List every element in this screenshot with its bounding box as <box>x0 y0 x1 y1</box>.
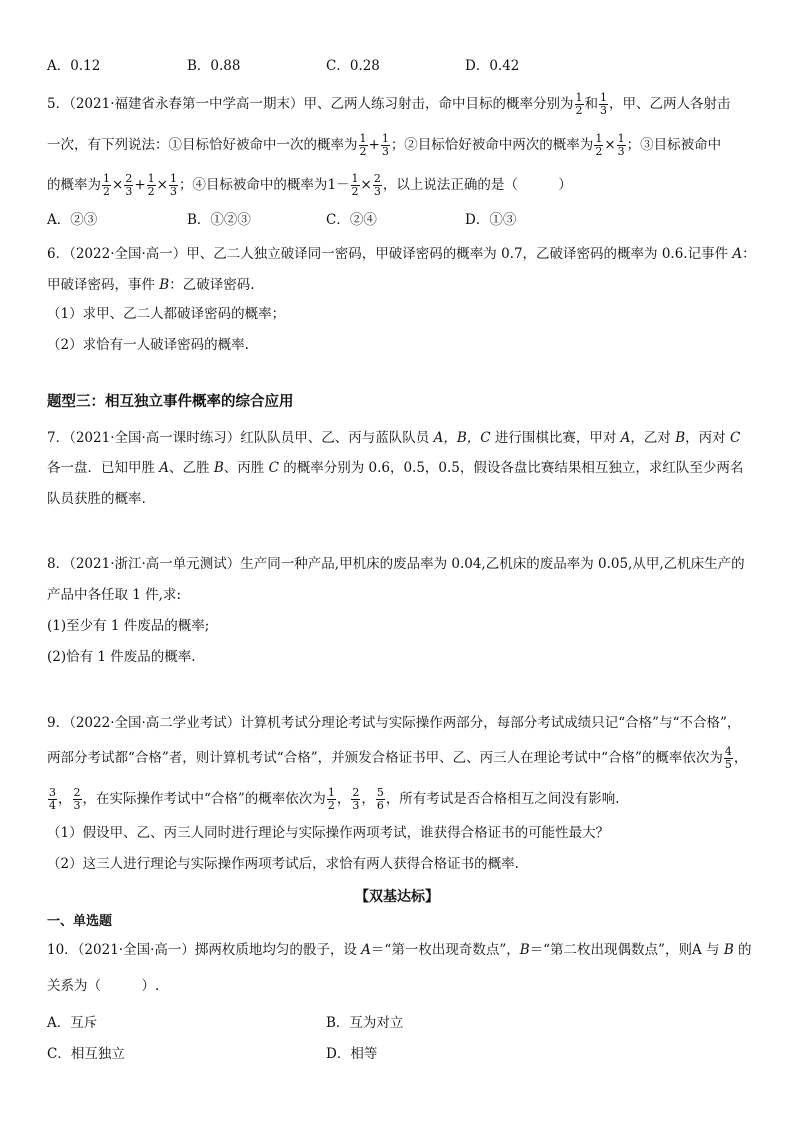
q10-option-c: C．相互独立 <box>47 1046 125 1062</box>
q5-text: ；④目标被命中的概率为 <box>178 177 328 193</box>
q9-part-2: （2）这三人进行理论与实际操作两项考试后，求恰有两人获得合格证书的概率. <box>47 856 519 872</box>
fraction-1-2: $\frac{1}{2}$ <box>575 91 583 117</box>
q9-text: ，在实际操作考试中“合格”的概率依次为 <box>82 791 326 807</box>
q10-option-a: A．互斥 <box>47 1015 98 1031</box>
fraction: $\frac{1}{2}$ <box>595 132 603 158</box>
q6-part-1: （1）求甲、乙二人都破译密码的概率； <box>47 306 286 322</box>
q5-text: ；②目标恰好被命中两次的概率为 <box>390 137 594 153</box>
fraction: $\frac{2}{3}$ <box>125 172 133 198</box>
q6-text: ：乙破译密码. <box>169 277 255 293</box>
q4-option-b: B．0.88 <box>187 58 241 74</box>
section-heading-3: 题型三：相互独立事件概率的综合应用 <box>47 394 294 410</box>
q7-line-1: 7．（2021·全国·高一课时练习）红队队员甲、乙、丙与蓝队队员 A，B，C 进行围棋比赛，甲对 A，乙对 B，丙对 C <box>47 430 741 446</box>
q5-text: ，以上说法正确的是（ ） <box>382 177 572 193</box>
fraction-2-3: $\frac{2}{3}$ <box>352 786 360 812</box>
q9-line-2: 两部分考试都“合格”者，则计算机考试“合格”，并颁发合格证书甲、乙、丙三人在理论考试中“合格”的概率依次为 $\frac{4}{5}$ ， <box>47 745 748 771</box>
q5-option-a: A．②③ <box>47 212 98 228</box>
q5-text: 和 <box>584 96 598 112</box>
q8-part-2: (2)恰有 1 件废品的概率. <box>47 649 196 665</box>
q9-text: 两部分考试都“合格”者，则计算机考试“合格”，并颁发合格证书甲、乙、丙三人在理论考试中“合格”的概率依次为 <box>47 750 723 766</box>
q5-text: ；③目标被命中 <box>626 137 722 153</box>
q5-text: 一次，有下列说法：①目标恰好被命中一次的概率为 <box>47 137 358 153</box>
q5-line-3: 的概率为 $\frac{1}{2}$ × $\frac{2}{3}$ + $\frac{1}{2}$ × $\frac{1}{3}$ ；④目标被命中的概率为1－ $\frac{1}{2}$ × $\frac{2}{3}$ ，以上说法正确的是（ ） <box>47 172 572 198</box>
q5-text: ，甲、乙两人各射击 <box>609 96 731 112</box>
q10-line-1: 10．（2021·全国·高一）掷两枚质地均匀的骰子，设 A＝“第一枚出现奇数点”，B＝“第二枚出现偶数点”，则A 与 B 的 <box>47 942 752 958</box>
q10-text: 10．（2021·全国·高一）掷两枚质地均匀的骰子，设 <box>47 942 362 958</box>
q10-option-d: D．相等 <box>326 1046 378 1062</box>
q5-option-d: D．①③ <box>465 212 517 228</box>
q9-line-3: $\frac{3}{4}$ ， $\frac{2}{3}$ ，在实际操作考试中“合格”的概率依次为 $\frac{1}{2}$ ， $\frac{2}{3}$ ， $\frac{5}{6}$ ，所有考试是否合格相互之间没有影响. <box>49 786 620 812</box>
q7-line-2: 各一盘．已知甲胜 A、乙胜 B、丙胜 C 的概率分别为 0.6，0.5，0.5，假设各盘比赛结果相互独立，求红队至少两名 <box>47 460 744 476</box>
q5-line-2: 一次，有下列说法：①目标恰好被命中一次的概率为 $\frac{1}{2}$ + $\frac{1}{3}$ ；②目标恰好被命中两次的概率为 $\frac{1}{2}$ × $\frac{1}{3}$ ；③目标被命中 <box>47 132 722 158</box>
q7-abc: A，B，C <box>433 430 491 446</box>
q7-text: 7．（2021·全国·高一课时练习）红队队员甲、乙、丙与蓝队队员 <box>47 430 434 446</box>
fraction: $\frac{1}{2}$ <box>359 132 367 158</box>
q8-part-1: (1)至少有 1 件废品的概率; <box>47 618 210 634</box>
fraction: $\frac{1}{2}$ <box>147 172 155 198</box>
event-a: A <box>732 246 743 262</box>
q6-line-1: 6．（2022·全国·高一）甲、乙二人独立破译同一密码，甲破译密码的概率为 0.7，乙破译密码的概率为 0.6.记事件 A： <box>47 246 756 262</box>
q7-line-3: 队员获胜的概率. <box>47 491 146 507</box>
fraction: $\frac{1}{3}$ <box>617 132 625 158</box>
q5-text: 5．（2021·福建省永春第一中学高一期末）甲、乙两人练习射击，命中目标的概率分别为 <box>47 96 574 112</box>
q8-line-2: 产品中各任取 1 件,求: <box>47 587 182 603</box>
fraction-4-5: $\frac{4}{5}$ <box>724 745 732 771</box>
q5-option-c: C．②④ <box>326 212 377 228</box>
q5-line-1 <box>47 92 731 117</box>
fraction-5-6: $\frac{5}{6}$ <box>376 786 384 812</box>
q6-text: 6．（2022·全国·高一）甲、乙二人独立破译同一密码，甲破译密码的概率为 0.7，乙破译密码的概率为 0.6.记事件 <box>47 246 733 262</box>
q8-line-1: 8．（2021·浙江·高一单元测试）生产同一种产品,甲机床的废品率为 0.04,乙机床的废品率为 0.05,从甲,乙机床生产的 <box>47 556 745 572</box>
q4-option-a: A．0.12 <box>47 58 101 74</box>
fraction: $\frac{1}{2}$ <box>103 172 110 198</box>
q9-line-1: 9．（2022·全国·高二学业考试）计算机考试分理论考试与实际操作两部分，每部分考试成绩只记“合格”与“不合格”， <box>47 715 741 731</box>
fraction-3-4: $\frac{3}{4}$ <box>49 786 56 812</box>
fraction-2-3: $\frac{2}{3}$ <box>73 786 81 812</box>
event-b: B <box>159 277 170 293</box>
fraction-1-2: $\frac{1}{2}$ <box>327 786 335 812</box>
section-heading-double-basics: 【双基达标】 <box>355 889 439 905</box>
fraction-1-3: $\frac{1}{3}$ <box>600 91 607 117</box>
fraction: $\frac{1}{3}$ <box>169 172 177 198</box>
q9-text: ，所有考试是否合格相互之间没有影响. <box>385 791 620 807</box>
q5-text: 的概率为 <box>47 177 101 193</box>
q6-part-2: （2）求恰有一人破译密码的概率. <box>47 337 249 353</box>
q9-part-1: （1）假设甲、乙、丙三人同时进行理论与实际操作两项考试，谁获得合格证书的可能性最大？ <box>47 825 610 841</box>
fraction: $\frac{1}{3}$ <box>381 132 389 158</box>
q6-text: 甲破译密码，事件 <box>47 277 160 293</box>
q6-line-2 <box>47 275 255 295</box>
q7-text: 各一盘．已知甲胜 <box>47 460 160 476</box>
q4-option-d: D．0.42 <box>465 58 520 74</box>
fraction: $\frac{2}{3}$ <box>373 172 381 198</box>
q10-option-b: B．互为对立 <box>326 1015 404 1031</box>
q4-option-c: C．0.28 <box>326 58 380 74</box>
fraction: $\frac{1}{2}$ <box>351 172 359 198</box>
q5-option-b: B．①②③ <box>187 212 251 228</box>
section-single-choice: 一、单选题 <box>47 914 113 929</box>
q10-line-2: 关系为（ ）. <box>47 978 160 994</box>
